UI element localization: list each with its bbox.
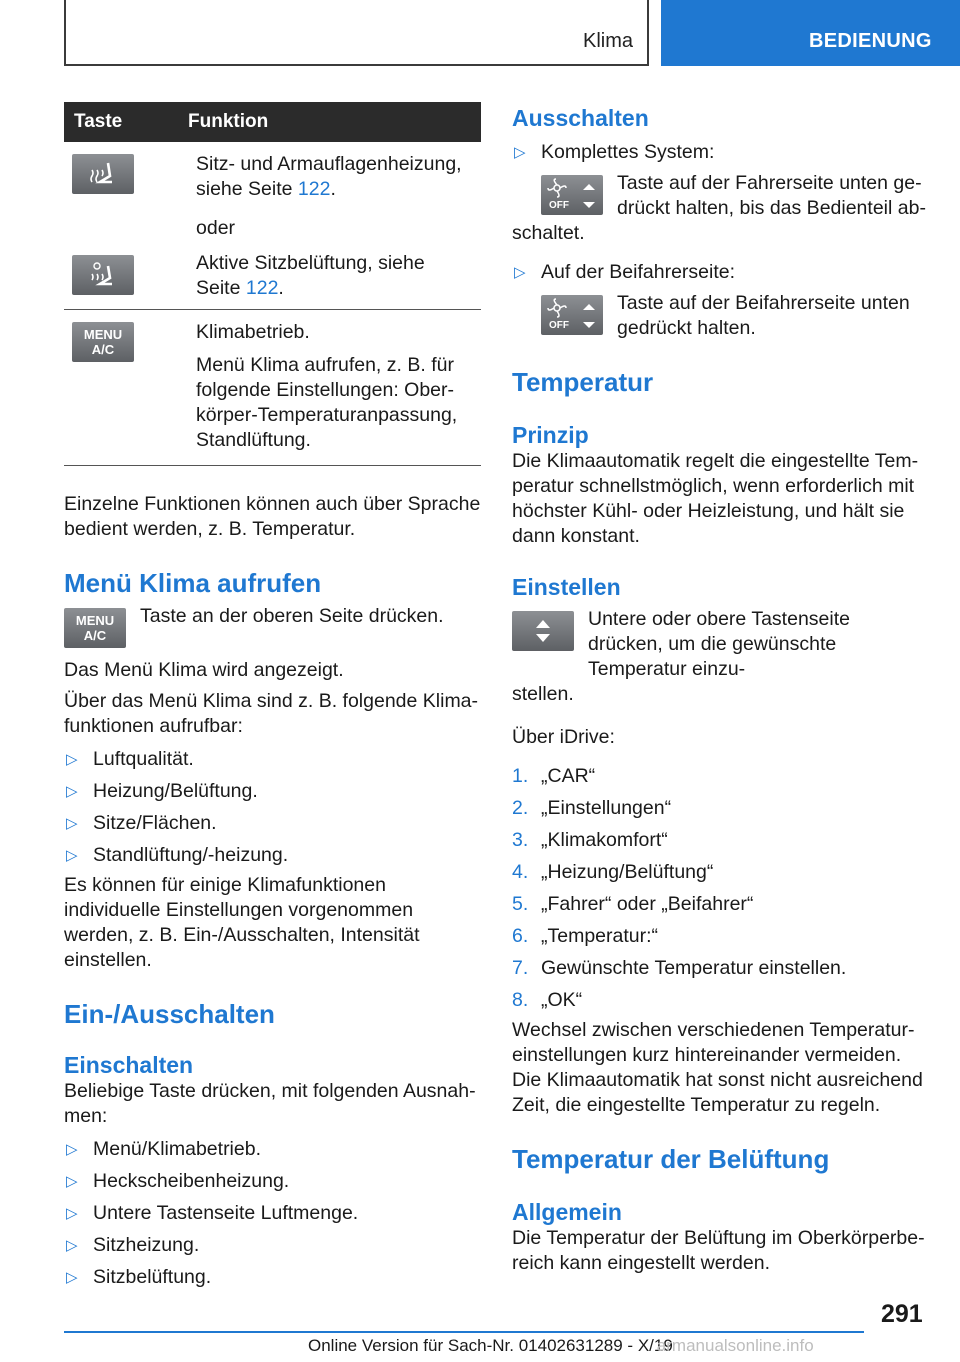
- page-link[interactable]: 122: [297, 178, 331, 200]
- watermark: armanualsonline.info: [656, 1336, 814, 1355]
- footer-text: Online Version für Sach-Nr. 01402631289 - X/19armanualsonline.info: [308, 1336, 814, 1355]
- section-tab: BEDIENUNG: [661, 0, 960, 66]
- chapter-title: Klima: [582, 30, 633, 52]
- heading-menu-klima: Menü Klima aufrufen: [64, 568, 322, 598]
- column-header-taste: Taste: [74, 111, 123, 132]
- row-title: Klimabetrieb.: [196, 321, 310, 343]
- on-text: Beliebige Taste drücken, mit folgenden Ausnah-men:: [64, 1080, 476, 1127]
- menu-line: [64, 604, 481, 648]
- list-item: 4. „Heizung/Belüftung“: [512, 861, 714, 883]
- svg-text:OFF: OFF: [549, 320, 569, 331]
- fan-off-icon: [541, 175, 603, 215]
- table-header: [64, 102, 481, 142]
- einstellen-text: Untere oder obere Tastenseite drücken, um die gewünschte Temperatur einzu-: [588, 608, 850, 680]
- menu-p2: Über das Menü Klima sind z. B. folgende Klima-funktionen aufrufbar:: [64, 690, 479, 737]
- on-list: [64, 1137, 481, 1290]
- idrive-label: Über iDrive:: [512, 726, 615, 748]
- off-item1-cont: schaltet.: [512, 222, 585, 244]
- einstellen-line: [512, 607, 928, 682]
- off-list: [512, 140, 928, 341]
- menu-p3: Es können für einige Klimafunktionen individuelle Einstellungen vorgenommen werden, z. B. Ein-/Ausschalten, Intensität einstellen.: [64, 874, 420, 971]
- heading-temperatur: Temperatur: [512, 367, 654, 397]
- list-item: 1. „CAR“: [512, 765, 596, 787]
- steps-list: [512, 764, 928, 1013]
- list-item: ▷ Auf der Beifahrerseite: OFF Taste auf der Beifahrerseite unten gedrückt halten.: [512, 260, 928, 341]
- list-item: ▷ Untere Tastenseite Luftmenge.: [66, 1202, 359, 1224]
- list-item: ▷ Sitzheizung.: [66, 1234, 200, 1256]
- list-item: ▷ Komplettes System: OFF Taste auf der Fahrerseite unten ge-drückt halten, bis das Bedienteil ab- schaltet.: [512, 140, 928, 246]
- page-number: 291: [881, 1300, 923, 1328]
- heading-temperatur-belueftung: Temperatur der Belüftung: [512, 1144, 830, 1174]
- menu-p1: Das Menü Klima wird angezeigt.: [64, 659, 344, 681]
- table-row: [64, 142, 481, 249]
- heading-ausschalten: Ausschalten: [512, 105, 649, 131]
- list-item: 7. Gewünschte Temperatur einstellen.: [512, 957, 847, 979]
- header-frame: [64, 0, 649, 66]
- heading-einschalten: Einschalten: [64, 1052, 194, 1078]
- footer-divider: [64, 1331, 864, 1333]
- heading-allgemein: Allgemein: [512, 1199, 622, 1225]
- right-column: [512, 102, 928, 1276]
- page-link[interactable]: 122: [245, 277, 279, 299]
- fan-off-icon: [541, 295, 603, 335]
- list-item: 8. „OK“: [512, 989, 583, 1011]
- left-column: [64, 102, 481, 1297]
- heading-prinzip: Prinzip: [512, 422, 589, 448]
- list-item: ▷ Standlüftung/-heizung.: [66, 844, 289, 866]
- row-or: oder: [196, 217, 236, 239]
- einstellen-cont: stellen.: [512, 683, 574, 705]
- list-item: ▷ Sitze/Flächen.: [66, 812, 217, 834]
- list-item: 6. „Temperatur:“: [512, 925, 659, 947]
- seat-heating-icon: [72, 154, 134, 194]
- list-item: 3. „Klimakomfort“: [512, 829, 668, 851]
- off-item1-text: Taste auf der Fahrerseite unten ge-drückt halten, bis das Bedienteil ab-: [617, 172, 926, 219]
- row-desc: Menü Klima aufrufen, z. B. für folgende Einstellungen: Ober-körper-Temperaturanpassung, Standlüftung.: [196, 354, 458, 451]
- table-row: [64, 310, 481, 466]
- table-row: [64, 249, 481, 310]
- heading-ein-aus: Ein-/Ausschalten: [64, 999, 275, 1029]
- temperature-up-down-icon: [512, 611, 574, 651]
- svg-text:OFF: OFF: [549, 200, 569, 211]
- allgemein-text: Die Temperatur der Belüftung im Oberkörperbe-reich kann eingestellt werden.: [512, 1227, 925, 1274]
- row-text: Sitz- und Armauflagenheizung, siehe Seite 122.: [196, 153, 462, 200]
- seat-ventilation-icon: [72, 255, 134, 295]
- menu-instruction: Taste an der oberen Seite drücken.: [140, 605, 444, 627]
- row-text: Aktive Sitzbelüftung, siehe Seite 122.: [196, 252, 425, 299]
- list-item: ▷ Heizung/Belüftung.: [66, 780, 258, 802]
- list-item: 2. „Einstellungen“: [512, 797, 672, 819]
- column-header-funktion: Funktion: [188, 111, 269, 132]
- menu-ac-icon: MENU A/C: [72, 322, 134, 362]
- intro-text: Einzelne Funktionen können auch über Sprache bedient werden, z. B. Temperatur.: [64, 493, 481, 540]
- list-item: ▷ Sitzbelüftung.: [66, 1266, 212, 1288]
- list-item: ▷ Menü/Klimabetrieb.: [66, 1138, 261, 1160]
- off-item2-text: Taste auf der Beifahrerseite unten gedrückt halten.: [617, 292, 910, 339]
- wechsel-text: Wechsel zwischen verschiedenen Temperatur-einstellungen kurz hintereinander vermeiden. Die Klimaautomatik hat sonst nicht ausreichend Zeit, die eingestellte Temperatur zu regeln.: [512, 1019, 923, 1116]
- heading-einstellen: Einstellen: [512, 574, 621, 600]
- menu-list: [64, 747, 481, 868]
- prinzip-text: Die Klimaautomatik regelt die eingestellte Tem-peratur schnellstmöglich, wenn erforderlich mit höchster Kühl- oder Heizleistung, und hält sie dann konstant.: [512, 450, 919, 547]
- list-item: ▷ Luftqualität.: [66, 748, 194, 770]
- menu-ac-icon: MENU A/C: [64, 608, 126, 648]
- list-item: ▷ Heckscheibenheizung.: [66, 1170, 290, 1192]
- list-item: 5. „Fahrer“ oder „Beifahrer“: [512, 893, 754, 915]
